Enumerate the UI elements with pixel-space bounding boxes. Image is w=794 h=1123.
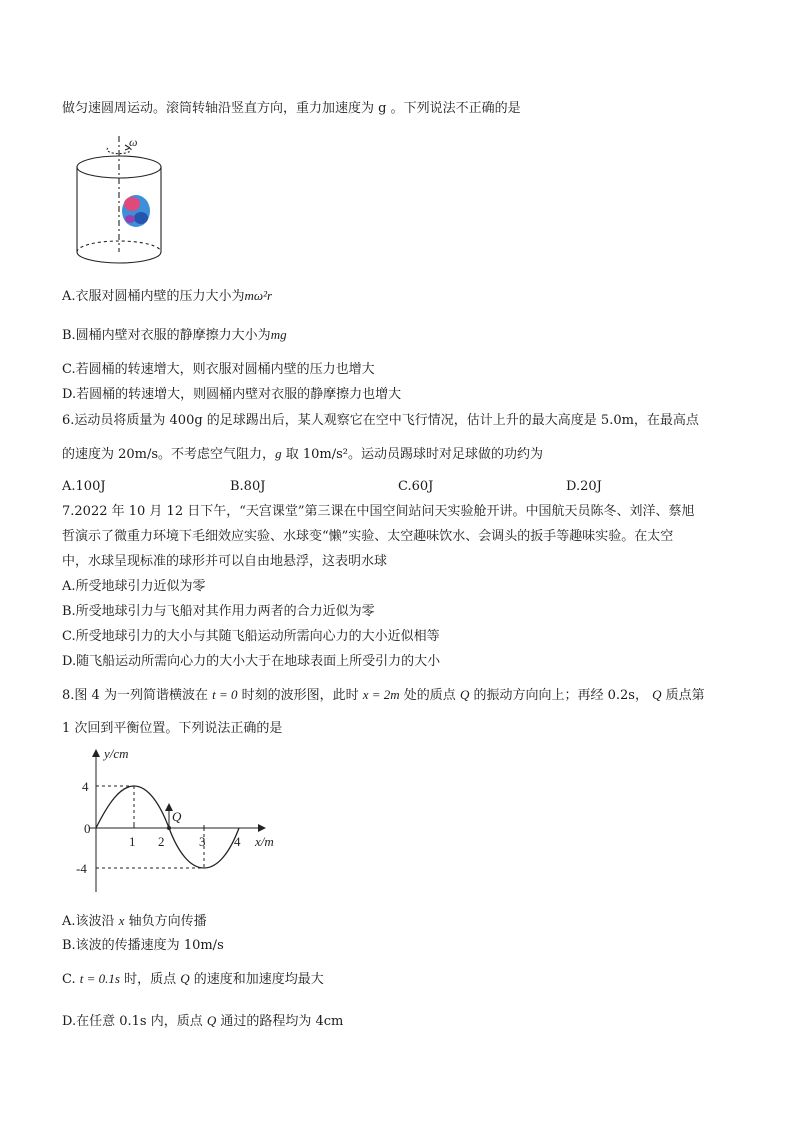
svg-text:Q: Q — [172, 809, 182, 824]
q5-option-b: B.圆桶内壁对衣服的静摩擦力大小为mg — [62, 327, 287, 343]
q7-option-d: D.随飞船运动所需向心力的大小大于在地球表面上所受引力的大小 — [62, 654, 441, 669]
drum-bottom-front — [77, 252, 161, 263]
q8-option-b: B.该波的传播速度为 10m/s — [62, 938, 224, 953]
q6-option-b: B.80J — [230, 479, 266, 494]
formula-m-omega2-r: mω²r — [244, 288, 273, 303]
svg-text:y/cm: y/cm — [104, 746, 129, 761]
clothes-icon — [122, 195, 150, 227]
q8-option-c: C. t = 0.1s 时，质点 Q 的速度和加速度均最大 — [62, 971, 324, 987]
svg-text:4: 4 — [234, 834, 241, 849]
svg-text:3: 3 — [199, 834, 206, 849]
q6-line2: 的速度为 20m/s。不考虑空气阻力，g 取 10m/s²。运动员踢球时对足球做的功约为 — [62, 446, 543, 462]
svg-text:x/m: x/m — [255, 834, 274, 849]
q7-option-b: B.所受地球引力与飞船对其作用力两者的合力近似为零 — [62, 604, 375, 619]
question-intro: 做匀速圆周运动。滚筒转轴沿竖直方向，重力加速度为 g 。下列说法不正确的是 — [62, 101, 521, 116]
q6-option-a: A.100J — [62, 479, 106, 494]
svg-text:0: 0 — [84, 821, 91, 836]
q6-option-d: D.20J — [566, 479, 602, 494]
point-q — [167, 826, 171, 830]
q7-line1: 7.2022 年 10 月 12 日下午，“天宫课堂”第三课在中国空间站问天实验舱开讲。中国航天员陈冬、刘洋、蔡旭 — [62, 504, 695, 519]
q8-option-d: D.在任意 0.1s 内，质点 Q 通过的路程均为 4cm — [62, 1013, 344, 1029]
q7-option-a: A.所受地球引力近似为零 — [62, 579, 206, 594]
formula-mg: mg — [270, 327, 287, 342]
wave-graph — [70, 742, 290, 902]
q5-option-d: D.若圆桶的转速增大，则圆桶内壁对衣服的静摩擦力也增大 — [62, 387, 402, 402]
q8-line2: 1 次回到平衡位置。下列说法正确的是 — [62, 721, 283, 736]
q5-option-c: C.若圆桶的转速增大，则衣服对圆桶内壁的压力也增大 — [62, 362, 375, 377]
q6-option-c: C.60J — [398, 479, 434, 494]
svg-text:4: 4 — [82, 779, 89, 794]
q5-option-a: A.衣服对圆桶内壁的压力大小为mω²r — [62, 288, 273, 304]
svg-text:1: 1 — [129, 834, 136, 849]
q7-line3: 中，水球呈现标准的球形并可以自由地悬浮，这表明水球 — [62, 554, 388, 569]
q8-option-a: A.该波沿 x 轴负方向传播 — [62, 913, 207, 929]
svg-text:2: 2 — [158, 834, 165, 849]
svg-text:-4: -4 — [76, 861, 87, 876]
q8-line1: 8.图 4 为一列简谐横波在 t = 0 时刻的波形图，此时 x = 2m 处的质点 Q 的振动方向向上；再经 0.2s， Q 质点第 — [62, 687, 705, 703]
q6-line1: 6.运动员将质量为 400g 的足球踢出后，某人观察它在空中飞行情况，估计上升的最大高度是 5.0m，在最高点 — [62, 413, 699, 428]
q7-option-c: C.所受地球引力的大小与其随飞船运动所需向心力的大小近似相等 — [62, 629, 440, 644]
omega-label: ω — [129, 135, 138, 149]
drum-figure — [70, 134, 170, 284]
q7-line2: 哲演示了微重力环境下毛细效应实验、水球变“懒”实验、太空趣味饮水、会调头的扳手等趣味实验。在太空 — [62, 529, 674, 544]
